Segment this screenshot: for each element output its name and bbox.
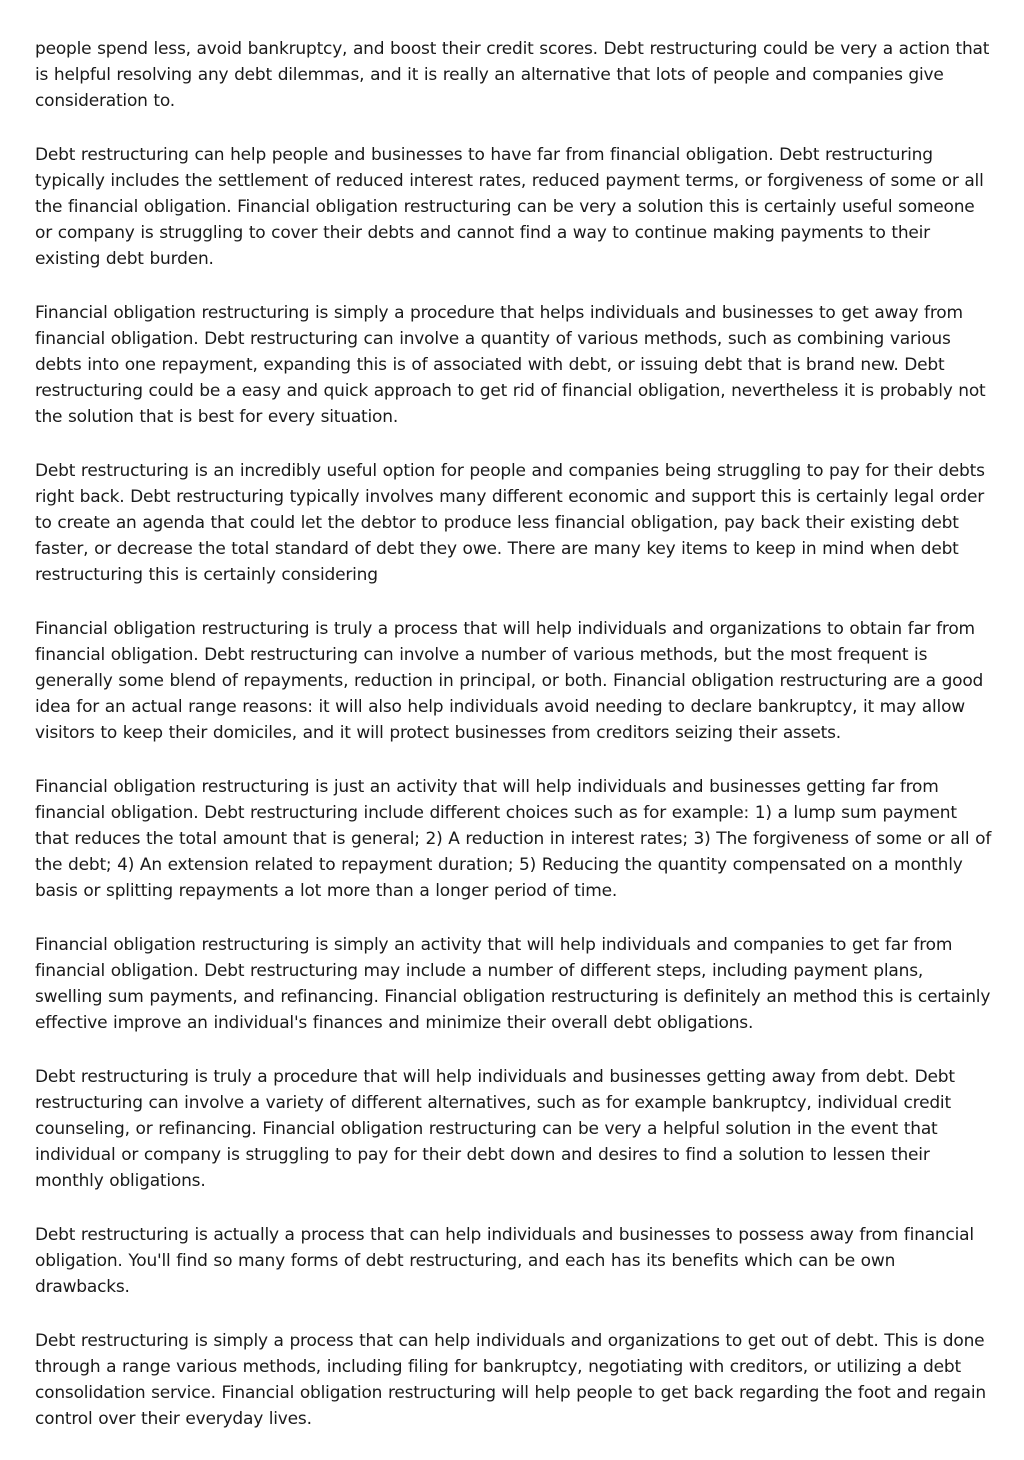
document-body (35, 36, 995, 1460)
paragraph-8: Debt restructuring is truly a procedure that will help individuals and businesses getting away from debt. Debt restructuring can involve a variety of different alternatives, such as for example bankruptcy, individual credit counseling, or refinancing. Financial obligation restructuring can be very a helpful solution in the event that individual or company is struggling to pay for their debt down and desires to find a solution to lessen their monthly obligations. (35, 1067, 955, 1191)
paragraph-9: Debt restructuring is actually a process that can help individuals and businesses to possess away from financial obligation. You'll find so many forms of debt restructuring, and each has its benefits which can be own drawbacks. (35, 1225, 974, 1297)
paragraph-3: Financial obligation restructuring is simply a procedure that helps individuals and businesses to get away from financial obligation. Debt restructuring can involve a quantity of various methods, such as combining various debts into one repayment, expanding this is of associated with debt, or issuing debt that is brand new. Debt restructuring could be a easy and quick approach to get rid of financial obligation, nevertheless it is probably not the solution that is best for every situation. (35, 303, 986, 427)
paragraph-6: Financial obligation restructuring is just an activity that will help individuals and businesses getting far from financial obligation. Debt restructuring include different choices such as for example: 1) a lump sum payment that reduces the total amount that is general; 2) A reduction in interest rates; 3) The forgiveness of some or all of the debt; 4) An extension related to repayment duration; 5) Reducing the quantity compensated on a monthly basis or splitting repayments a lot more than a longer period of time. (35, 777, 992, 901)
paragraph-5: Financial obligation restructuring is truly a process that will help individuals and organizations to obtain far from financial obligation. Debt restructuring can involve a number of various methods, but the most frequent is generally some blend of repayments, reduction in principal, or both. Financial obligation restructuring are a good idea for an actual range reasons: it will also help individuals avoid needing to declare bankruptcy, it may allow visitors to keep their domiciles, and it will protect businesses from creditors seizing their assets. (35, 619, 984, 743)
paragraph-10: Debt restructuring is simply a process that can help individuals and organizations to get out of debt. This is done through a range various methods, including filing for bankruptcy, negotiating with creditors, or utilizing a debt consolidation service. Financial obligation restructuring will help people to get back regarding the foot and regain control over their everyday lives. (35, 1331, 986, 1429)
paragraph-1: people spend less, avoid bankruptcy, and boost their credit scores. Debt restructuring could be very a action that is helpful resolving any debt dilemmas, and it is really an alternative that lots of people and companies give consideration to. (35, 39, 990, 111)
paragraph-7: Financial obligation restructuring is simply an activity that will help individuals and companies to get far from financial obligation. Debt restructuring may include a number of different steps, including payment plans, swelling sum payments, and refinancing. Financial obligation restructuring is definitely an method this is certainly effective improve an individual's finances and minimize their overall debt obligations. (35, 935, 991, 1033)
paragraph-4: Debt restructuring is an incredibly useful option for people and companies being struggling to pay for their debts right back. Debt restructuring typically involves many different economic and support this is certainly legal order to create an agenda that could let the debtor to produce less financial obligation, pay back their existing debt faster, or decrease the total standard of debt they owe. There are many key items to keep in mind when debt restructuring this is certainly considering (35, 461, 985, 585)
paragraph-2: Debt restructuring can help people and businesses to have far from financial obligation. Debt restructuring typically includes the settlement of reduced interest rates, reduced payment terms, or forgiveness of some or all the financial obligation. Financial obligation restructuring can be very a solution this is certainly useful someone or company is struggling to cover their debts and cannot find a way to continue making payments to their existing debt burden. (35, 145, 984, 269)
